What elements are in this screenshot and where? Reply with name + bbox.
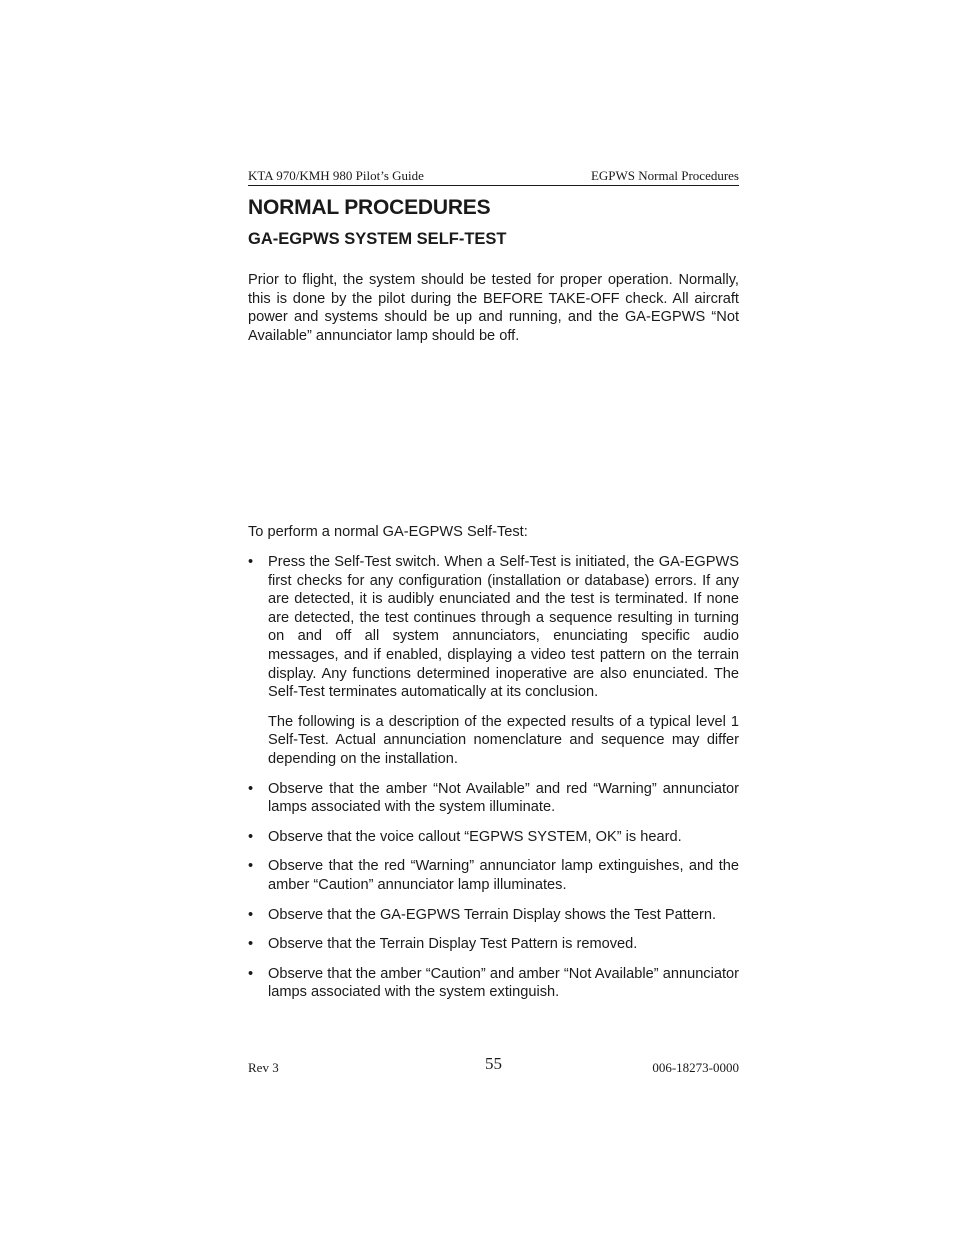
bullet-icon: • bbox=[248, 554, 254, 570]
procedure-lead-in: To perform a normal GA-EGPWS Self-Test: bbox=[248, 524, 528, 540]
page-title: NORMAL PROCEDURES bbox=[248, 196, 491, 219]
procedure-step bbox=[248, 965, 739, 1002]
bullet-icon: • bbox=[248, 828, 254, 845]
procedure-step bbox=[248, 935, 739, 954]
running-header bbox=[248, 166, 739, 186]
bullet-icon: • bbox=[248, 780, 254, 797]
step-text: Observe that the voice callout “EGPWS SYSTEM, OK” is heard. bbox=[268, 828, 682, 845]
step-text: Observe that the Terrain Display Test Pattern is removed. bbox=[268, 936, 638, 953]
procedure-steps bbox=[248, 553, 739, 1013]
intro-paragraph: Prior to flight, the system should be tested for proper operation. Normally, this is done by the pilot during the BEFORE TAKE-OFF check. All aircraft power and systems should be up and running, and the GA-EGPWS “Not Available” annunciator lamp should be off. bbox=[248, 272, 739, 344]
bullet-icon: • bbox=[248, 965, 254, 982]
bullet-icon: • bbox=[248, 906, 254, 923]
header-section-title: EGPWS Normal Procedures bbox=[590, 168, 739, 183]
step-text: Observe that the GA-EGPWS Terrain Display shows the Test Pattern. bbox=[268, 906, 717, 923]
procedure-step bbox=[248, 828, 739, 847]
step-text: Observe that the amber “Caution” and amber “Not Available” annunciator lamps associated with the system extinguish. bbox=[268, 965, 739, 1001]
footer-revision: Rev 3 bbox=[248, 1060, 279, 1075]
section-subtitle: GA-EGPWS SYSTEM SELF-TEST bbox=[248, 230, 507, 248]
step-note: The following is a description of the expected results of a typical level 1 Self-Test. Actual annunciation nomenclature and sequence may differ depending on the installation. bbox=[268, 713, 739, 767]
manual-page bbox=[248, 0, 739, 1235]
header-guide-title: KTA 970/KMH 980 Pilot’s Guide bbox=[248, 168, 424, 183]
step-text: Observe that the red “Warning” annunciator lamp extinguishes, and the amber “Caution” annunciator lamp illuminates. bbox=[268, 858, 739, 893]
step-text: Observe that the amber “Not Available” and red “Warning” annunciator lamps associated with the system illuminate. bbox=[268, 780, 739, 816]
bullet-icon: • bbox=[248, 936, 254, 953]
footer-part-number: 006-18273-0000 bbox=[652, 1060, 739, 1075]
procedure-step bbox=[248, 857, 739, 894]
step-text: Press the Self-Test switch. When a Self-Test is initiated, the GA-EGPWS first checks for any configuration (installation or database) errors. If any are detected, it is audibly enunciated and the test is terminated. If none are detected, the test continues through a sequence resulting in turning on and off all system annunciators, enunciating specific audio messages, and if enabled, displaying a video test pattern on the terrain display. Any functions determined inoperative are also enunciated. The Self-Test terminates automatically at its conclusion. bbox=[268, 554, 739, 701]
bullet-icon: • bbox=[248, 858, 254, 875]
page-number: 55 bbox=[485, 1054, 502, 1073]
running-footer bbox=[248, 1054, 739, 1076]
procedure-step bbox=[248, 780, 739, 817]
procedure-step bbox=[248, 553, 739, 769]
procedure-step bbox=[248, 906, 739, 925]
